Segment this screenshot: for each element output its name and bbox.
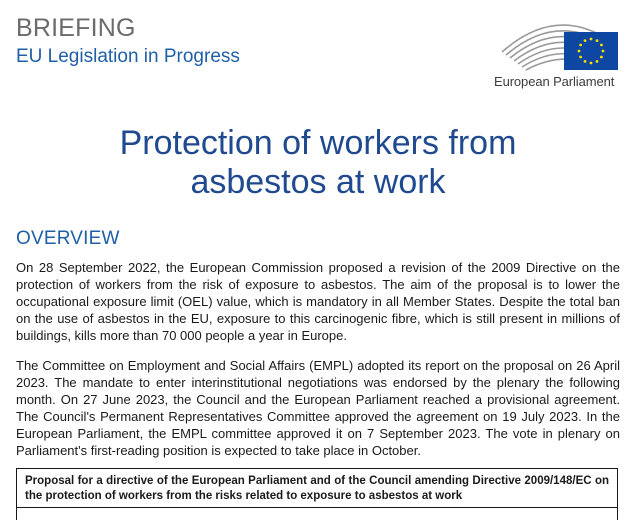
title-line-1: Protection of workers from: [119, 124, 517, 162]
proposal-box: [16, 468, 618, 508]
overview-paragraph-2: The Committee on Employment and Social Affairs (EMPL) adopted its report on the proposal on 26 April 2023. The mandate to enter interinstitutional negotiations was endorsed by the plenary the following month. On 27 June 2023, the Council and the European Parliament reached a provisional agreement. The Council's Permanent Representatives Committee approved the agreement on 19 July 2023. In the European Parliament, the EMPL committee approved it on 7 September 2023. The vote in plenary on Parliament's first-reading position is expected to take place in October.: [16, 358, 620, 458]
title-line-2: asbestos at work: [190, 163, 446, 201]
hemicycle-flag-emblem: [494, 6, 620, 74]
overview-heading: OVERVIEW: [16, 228, 120, 249]
overview-paragraph-1: On 28 September 2022, the European Commission proposed a revision of the 2009 Directive on the protection of workers from the risk of exposure to asbestos. The aim of the proposal is to lower the occupational exposure limit (OEL) value, which is mandatory in all Member States. Despite the total ban on the use of asbestos in the EU, exposure to this carcinogenic fibre, which is still present in millions of buildings, kills more than 70 000 people a year in Europe.: [16, 260, 620, 343]
document-header: [16, 14, 240, 69]
proposal-box-continuation: [16, 508, 618, 520]
briefing-label: BRIEFING: [16, 14, 136, 42]
proposal-title: Proposal for a directive of the European Parliament and of the Council amending Directive 2009/148/EC on the protection of workers from the risks related to exposure to asbestos at work: [25, 475, 609, 502]
series-subtitle: EU Legislation in Progress: [16, 46, 240, 67]
document-title: [0, 124, 636, 202]
european-parliament-name: European Parliament: [494, 74, 615, 89]
